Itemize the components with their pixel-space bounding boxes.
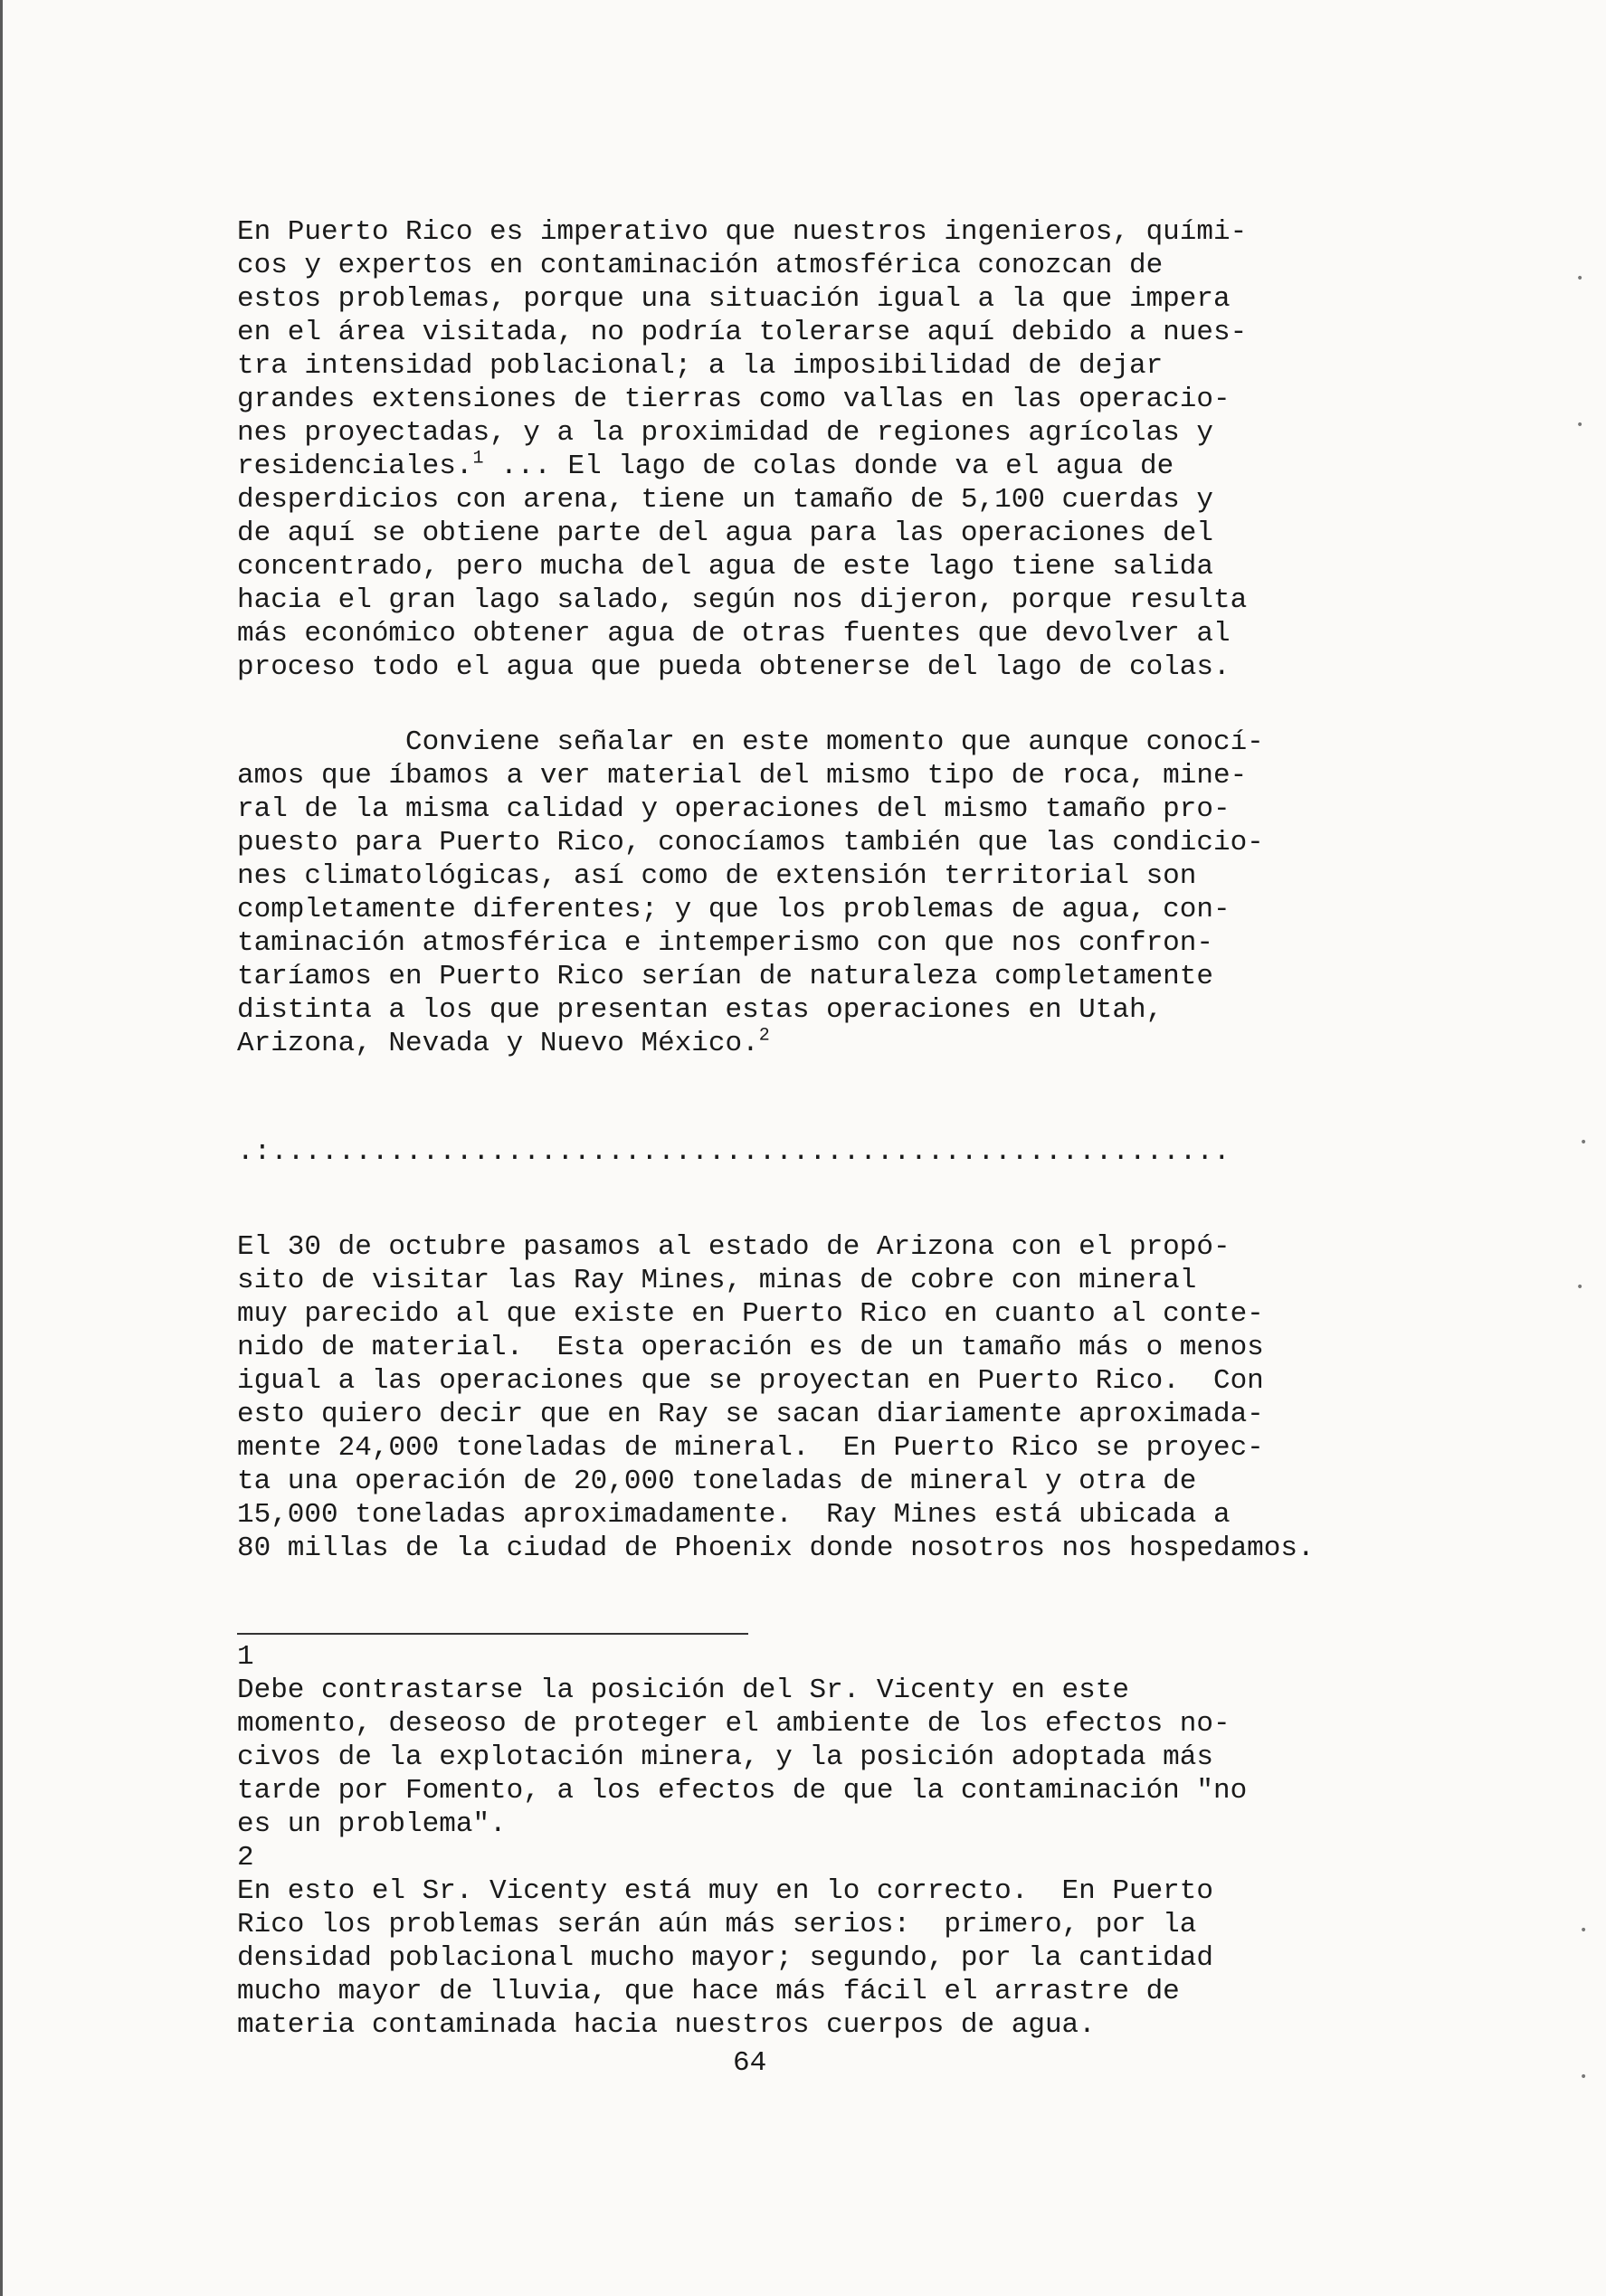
scan-speck: • xyxy=(1576,271,1584,286)
scan-speck: • xyxy=(1576,418,1584,432)
scan-speck: • xyxy=(1580,2070,1588,2084)
footnote-ref-1: 1 xyxy=(472,448,484,470)
footnote-ref-2: 2 xyxy=(758,1025,770,1047)
footnote-rule xyxy=(237,1633,748,1635)
scan-speck: • xyxy=(1580,1135,1588,1150)
dotted-separator: .:......................................................... xyxy=(237,1136,1231,1168)
page-number: 64 xyxy=(733,2047,767,2079)
paragraph-1: En Puerto Rico es imperativo que nuestros ingenieros, quími- cos y expertos en contaminación atmosférica conozcan de estos problemas, porque una situación igual a la que impera en el área visitada, no podría tolerarse aquí debido a nues- tra intensidad poblacional; a la imposibilidad de dejar grandes extensiones de tierras como vallas en las operacio- nes proyectadas, y a la proximidad de regiones agrícolas y residenciales.$^1$ ... El lago de colas donde va el agua de desperdicios con arena, tiene un tamaño de 5,100 cuerdas y de aquí se obtiene parte del agua para las operaciones del concentrado, pero mucha del agua de este lago tiene salida hacia el gran lago salado, según nos dijeron, porque resulta más económico obtener agua de otras fuentes que devolver al proceso todo el agua que pueda obtenerse del lago de colas. xyxy=(237,216,1248,683)
footnote-number: 1 xyxy=(237,1641,254,1673)
scan-speck: • xyxy=(1576,1280,1584,1295)
footnote-number: 2 xyxy=(237,1842,254,1874)
paragraph-3: El 30 de octubre pasamos al estado de Arizona con el propó- sito de visitar las Ray Mines, minas de cobre con mineral muy parecido al que existe en Puerto Rico en cuanto al conte- nido de material. Esta operación es de un tamaño más o menos igual a las operaciones que se proyectan en Puerto Rico. Con esto quiero decir que en Ray se sacan diariamente aproximada- mente 24,000 toneladas de mineral. En Puerto Rico se proyec- ta una operación de 20,000 toneladas de mineral y otra de 15,000 toneladas aproximadamente. Ray Mines está ubicada a 80 millas de la ciudad de Phoenix donde nosotros nos hospedamos. xyxy=(237,1231,1315,1564)
page-edge xyxy=(0,0,3,2296)
footnote-1: 1 Debe contrastarse la posición del Sr. Vicenty en este momento, deseoso de proteger el ambiente de los efectos no- civos de la explotación minera, y la posición adoptada más tarde por Fomento, a los efectos de que la contaminación "no es un problema". xyxy=(237,1641,1248,1840)
footnote-2: 2 En esto el Sr. Vicenty está muy en lo correcto. En Puerto Rico los problemas serán aún más serios: primero, por la densidad poblacional mucho mayor; segundo, por la cantidad mucho mayor de lluvia, que hace más fácil el arrastre de materia contaminada hacia nuestros cuerpos de agua. xyxy=(237,1842,1213,2041)
paragraph-2: Conviene señalar en este momento que aunque conocí- amos que íbamos a ver material del mismo tipo de roca, mine- ral de la misma calidad y operaciones del mismo tamaño pro- puesto para Puerto Rico, conocíamos también que las condicio- nes climatológicas, así como de extensión territorial son completamente diferentes; y que los problemas de agua, con- taminación atmosférica e intemperismo con que nos confron- taríamos en Puerto Rico serían de naturaleza completamente distinta a los que presentan estas operaciones en Utah, Arizona, Nevada y Nuevo México.$^2$ xyxy=(237,726,1264,1059)
scan-speck: • xyxy=(1580,1923,1588,1938)
